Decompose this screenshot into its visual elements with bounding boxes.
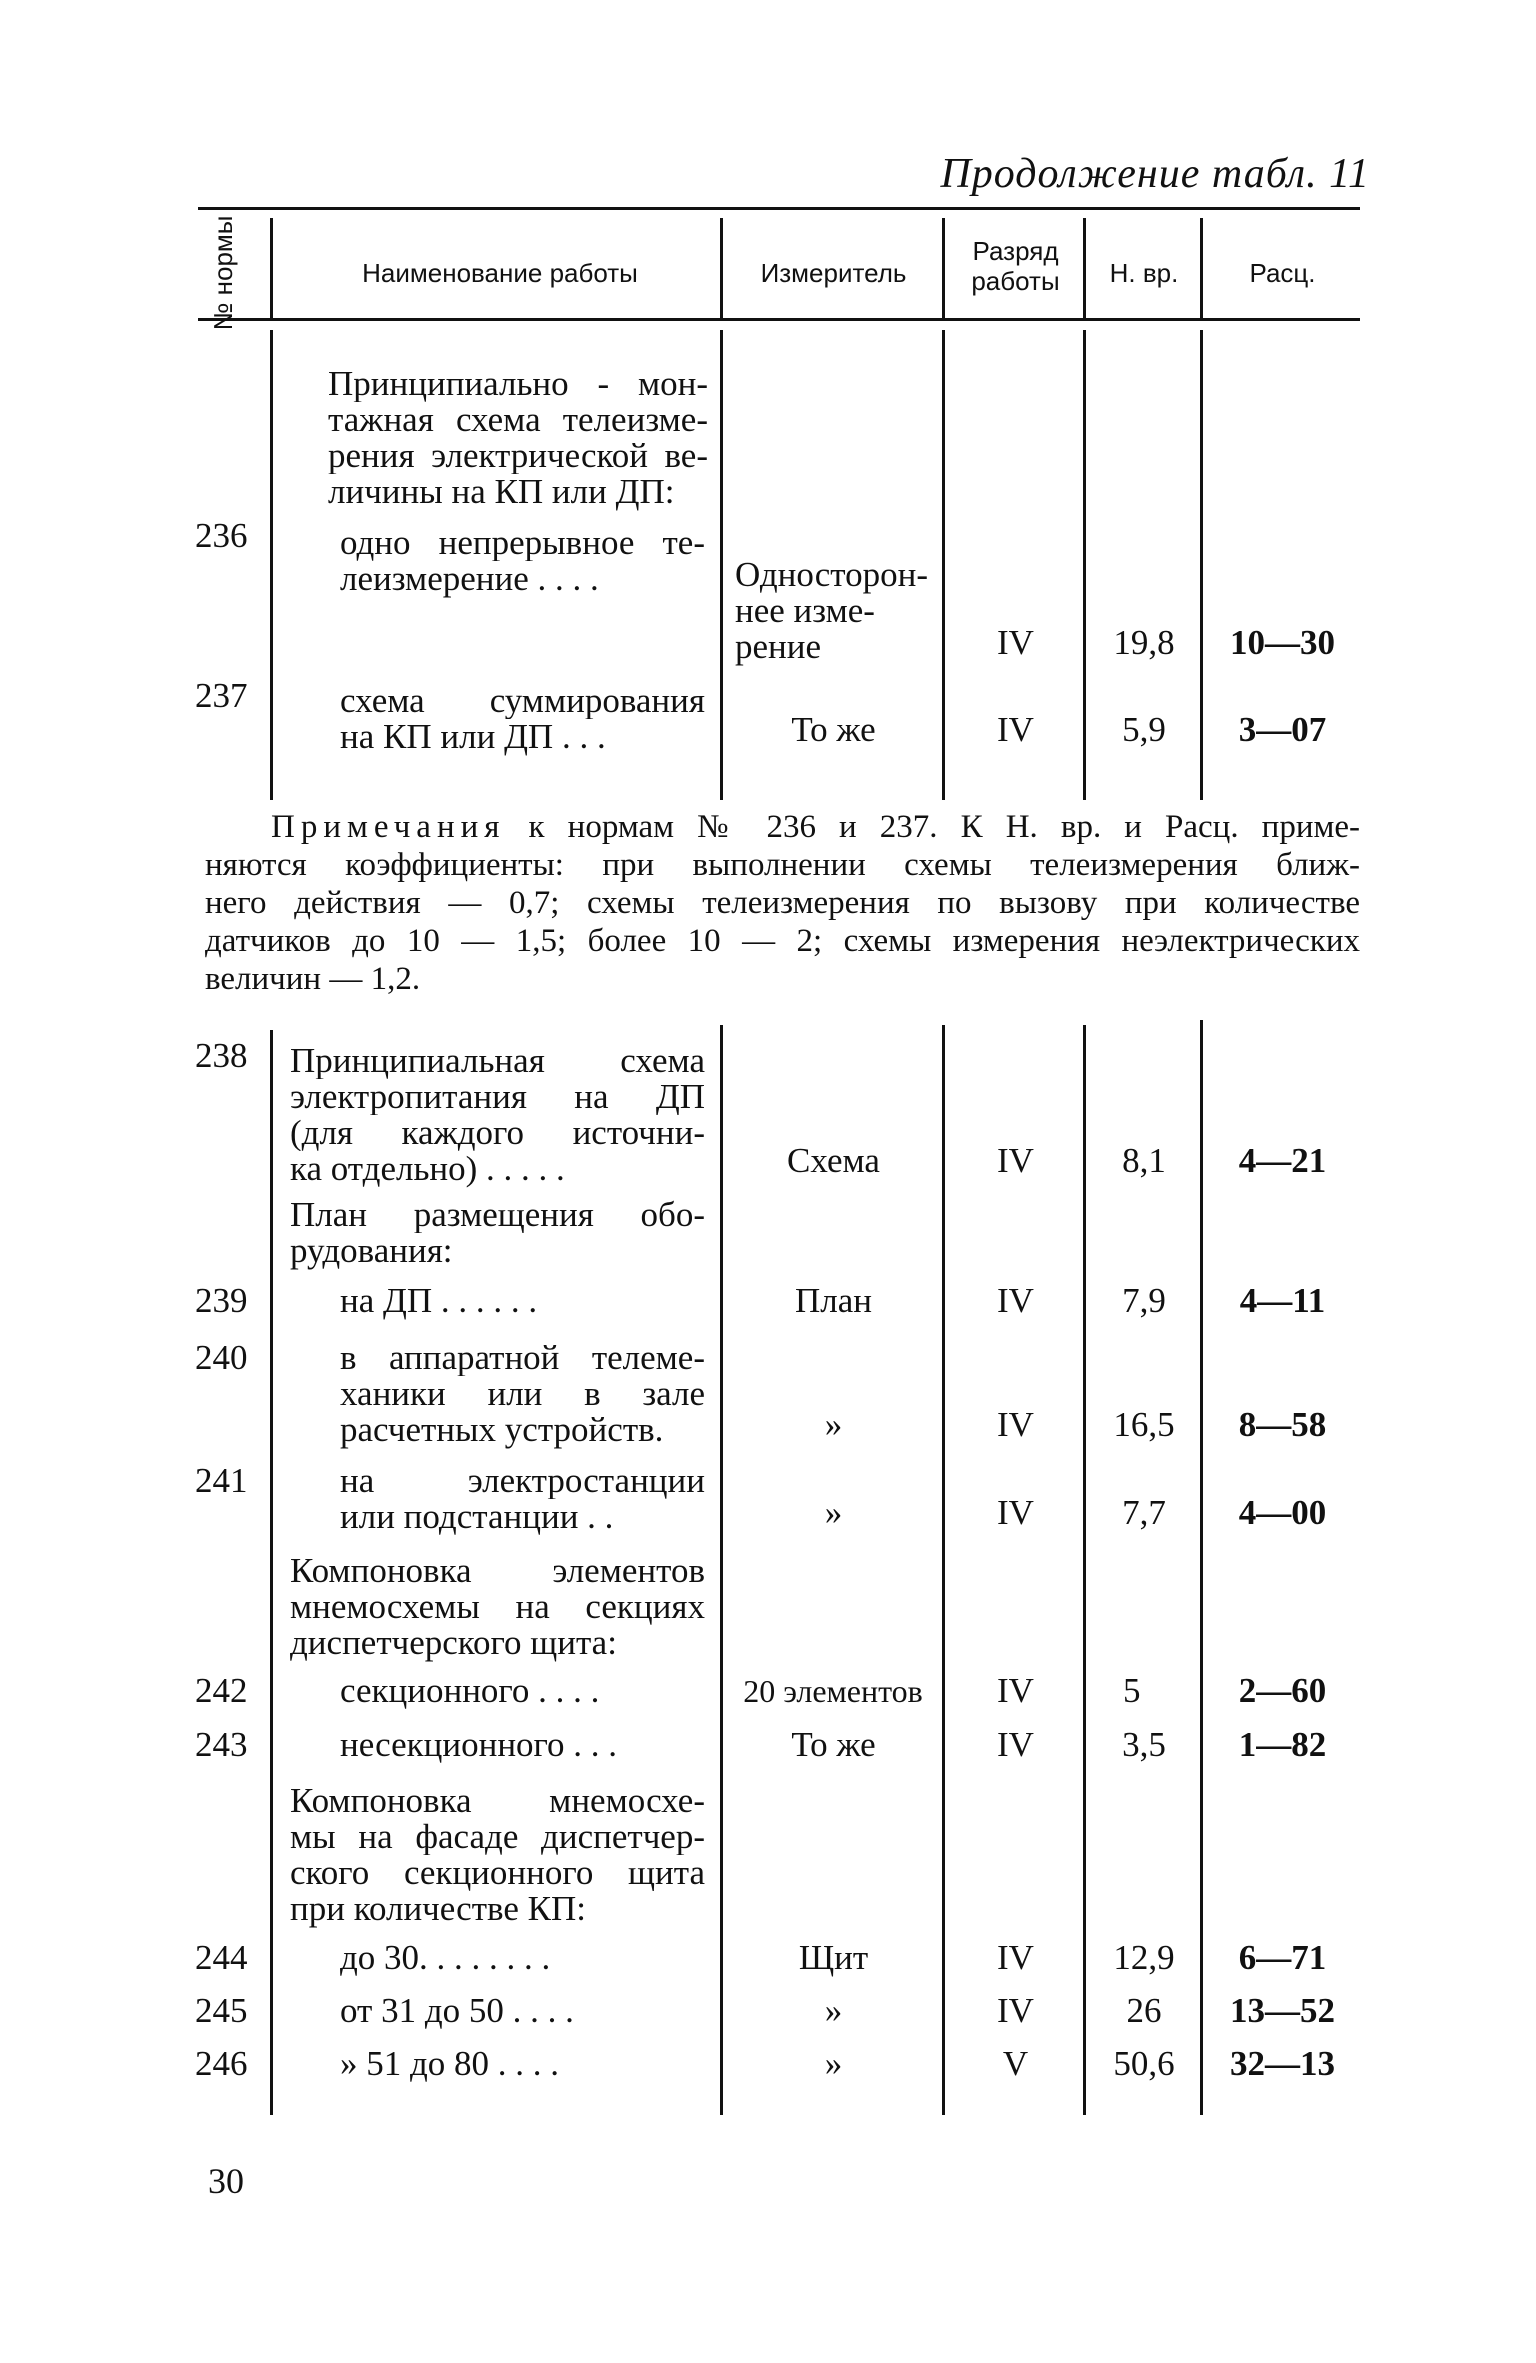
row-246-rate: 32—13 [1230,2044,1335,2083]
s2-col-line-2 [720,1025,723,2115]
row-243-measure: То же [791,1725,876,1764]
row-241-measure: » [824,1493,843,1532]
header-col-sep-3 [942,218,945,318]
row-239-measure: План [794,1281,872,1320]
s1-col-line-2 [720,330,723,800]
notes-line-2: няются коэффициенты: при выполнении схемы телеизмерения ближ- [205,847,1360,883]
row-243-grade: IV [997,1725,1034,1764]
header-col-sep-1 [270,218,273,318]
row-245-rate: 13—52 [1230,1991,1335,2030]
s2-col-line-4 [1083,1025,1086,2115]
row-243-rate: 1—82 [1238,1725,1327,1764]
row-242-name: секционного . . . . [340,1671,600,1710]
row-238-rate: 4—21 [1238,1141,1327,1180]
s2-col-line-3 [942,1025,945,2115]
row-246-grade: V [1002,2044,1029,2083]
row-238-measure: Схема [787,1141,880,1180]
row-237-grade: IV [997,710,1034,749]
row-242-grade: IV [997,1671,1034,1710]
row-241-time: 7,7 [1122,1493,1166,1532]
header-time: Н. вр. [1109,258,1179,288]
header-col-sep-4 [1083,218,1086,318]
s1-col-line-3 [942,330,945,800]
row-244-measure: Щит [798,1938,869,1977]
row-243-name: несекционного . . . [340,1725,618,1764]
plan-intro: План размещения обо- рудования: [290,1197,705,1270]
row-238-time: 8,1 [1122,1141,1166,1180]
row-243-time: 3,5 [1122,1725,1166,1764]
row-245-grade: IV [997,1991,1034,2030]
row-237-time: 5,9 [1122,710,1166,749]
row-242-measure: 20 элементов [743,1673,923,1709]
row-242-rate: 2—60 [1238,1671,1327,1710]
row-245-number: 245 [195,1991,248,2030]
row-239-number: 239 [195,1281,248,1320]
header-col-sep-2 [720,218,723,318]
layout-intro: Компоновка элементов мнемосхемы на секциях диспетчерского щита: [290,1553,705,1662]
row-240-measure: » [824,1405,843,1444]
row-241-rate: 4—00 [1238,1493,1327,1532]
notes-line-5: величин — 1,2. [205,961,421,997]
header-col-sep-5 [1200,218,1203,318]
row-242-number: 242 [195,1671,248,1710]
row-244-number: 244 [195,1938,248,1977]
page-number: 30 [208,2161,244,2201]
row-239-name: на ДП . . . . . . [340,1281,538,1320]
row-241-number: 241 [195,1461,248,1500]
row-237-number: 237 [195,676,248,715]
header-norm-number: № нормы [208,215,238,331]
row-246-number: 246 [195,2044,248,2083]
row-236-time: 19,8 [1113,623,1175,662]
row-240-rate: 8—58 [1238,1405,1327,1444]
row-246-name: » 51 до 80 . . . . [340,2044,560,2083]
row-244-rate: 6—71 [1238,1938,1327,1977]
row-237-name: схема суммирования на КП или ДП . . . [340,683,705,756]
row-239-time: 7,9 [1122,1281,1166,1320]
s2-col-line-1 [270,1030,273,2115]
s1-intro: Принципиально - мон- тажная схема телеизме- рения электрической ве- личины на КП или ДП: [328,366,708,511]
row-236-name: одно непрерывное те- леизмерение . . . . [340,525,705,598]
row-244-name: до 30. . . . . . . . [340,1938,551,1977]
notes-line-3: него действия — 0,7; схемы телеизмерения по вызову при количестве [205,885,1360,921]
row-240-number: 240 [195,1338,248,1377]
table-continuation-caption: Продолжение табл. 11 [940,151,1370,197]
header-measure: Измеритель [760,258,907,288]
row-239-grade: IV [997,1281,1034,1320]
row-238-grade: IV [997,1141,1034,1180]
row-236-number: 236 [195,516,248,555]
row-238-number: 238 [195,1036,248,1075]
row-245-name: от 31 до 50 . . . . [340,1991,574,2030]
row-237-measure: То же [791,710,876,749]
row-244-grade: IV [997,1938,1034,1977]
row-237-rate: 3—07 [1238,710,1327,749]
notes-line-4: датчиков до 10 — 1,5; более 10 — 2; схемы измерения неэлектрических [205,923,1360,959]
header-rate: Расц. [1249,258,1316,288]
notes-line-1: к нормам № 236 и 237. К Н. вр. и Расц. приме- [528,809,1360,845]
row-240-time: 16,5 [1113,1405,1175,1444]
s2-col-line-5 [1200,1020,1203,2115]
notes-lead: Примечания [271,809,506,845]
row-236-measure: Односторон- нее изме- рение [735,555,928,666]
facade-intro: Компоновка мнемосхе- мы на фасаде диспетчер- ского секционного щита при количестве КП: [290,1783,705,1928]
s1-col-line-4 [1083,330,1086,800]
notes-paragraph [205,808,1360,998]
row-246-time: 50,6 [1113,2044,1175,2083]
row-236-grade: IV [997,623,1034,662]
row-240-name: в аппаратной телеме- ханики или в зале расчетных устройств. [340,1340,705,1449]
row-243-number: 243 [195,1725,248,1764]
header-top-rule [198,207,1360,210]
row-245-measure: » [824,1991,843,2030]
row-238-name: Принципиальная схема электропитания на ДП (для каждого источни- ка отдельно) . . . . . [290,1043,705,1188]
header-work-name: Наименование работы [362,258,638,288]
row-236-rate: 10—30 [1230,623,1335,662]
row-246-measure: » [824,2044,843,2083]
row-241-name: на электростанции или подстанции . . [340,1463,705,1536]
s1-col-line-5 [1200,330,1203,800]
header-bottom-rule [198,318,1360,321]
row-245-time: 26 [1126,1991,1162,2030]
row-244-time: 12,9 [1113,1938,1175,1977]
s1-col-line-1 [270,330,273,800]
row-239-rate: 4—11 [1239,1281,1326,1320]
row-240-grade: IV [997,1405,1034,1444]
row-241-grade: IV [997,1493,1034,1532]
header-grade: Разряд работы [971,236,1060,296]
row-242-time: 5 [1123,1671,1141,1710]
